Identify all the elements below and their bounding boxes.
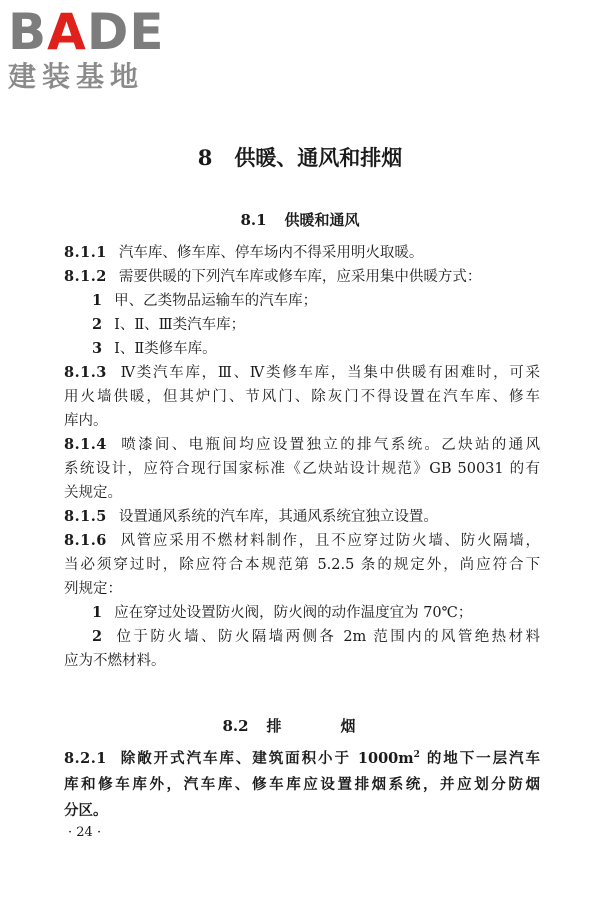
- section-title-8-1: [0, 209, 600, 230]
- section-name: 供暖和通风: [284, 211, 360, 229]
- logo-wordmark: BADE: [8, 3, 165, 61]
- logo-tagline: 建装基地: [8, 60, 145, 93]
- bade-logo: [8, 3, 178, 94]
- section-name: 排 烟: [266, 717, 378, 735]
- list-item: 1 甲、乙类物品运输车的汽车库；: [92, 292, 318, 309]
- section-8-2-body: [64, 746, 540, 824]
- section-number: 8.2: [222, 717, 249, 735]
- chapter-title: [0, 142, 600, 172]
- clause-8-1-6: 8.1.6 风管应采用不燃材料制作，且不应穿过防火墙、防火隔墙，: [64, 532, 540, 549]
- text-line: 列规定：: [64, 581, 122, 597]
- text-line: 库和修车库外，汽车库、修车库应设置排烟系统，并应划分防烟: [64, 776, 540, 793]
- clause-8-2-1: 8.2.1 除敞开式汽车库、建筑面积小于 $1000m^2$ 的地下一层汽车: [64, 750, 540, 767]
- text-line: 用火墙供暖，但其炉门、节风门、除灰门不得设置在汽车库、修车: [64, 389, 540, 405]
- clause-8-1-5: 8.1.5 设置通风系统的汽车库，其通风系统宜独立设置。: [64, 508, 438, 525]
- clause-8-1-1: 8.1.1 汽车库、修车库、停车场内不得采用明火取暖。: [64, 244, 424, 261]
- text-line: 当必须穿过时，除应符合本规范第 5.2.5 条的规定外，尚应符合下: [64, 557, 540, 573]
- list-item: 1 应在穿过处设置防火阀，防火阀的动作温度宜为 70℃；: [92, 604, 473, 621]
- page-number: · 24 ·: [68, 825, 102, 840]
- section-title-8-2: [0, 715, 600, 736]
- clause-8-1-4: 8.1.4 喷漆间、电瓶间均应设置独立的排气系统。乙炔站的通风: [64, 436, 540, 453]
- text-line: 关规定。: [64, 485, 122, 501]
- clause-8-1-2: 8.1.2 需要供暖的下列汽车库或修车库，应采用集中供暖方式：: [64, 268, 482, 285]
- list-item: 3 Ⅰ、Ⅱ类修车库。: [92, 340, 217, 357]
- text-line: 分区。: [64, 802, 108, 819]
- text-line: 系统设计，应符合现行国家标准《乙炔站设计规范》GB 50031 的有: [64, 461, 540, 477]
- chapter-name: 供暖、通风和排烟: [234, 145, 403, 170]
- clause-8-1-3: 8.1.3 Ⅳ类汽车库，Ⅲ、Ⅳ类修车库，当集中供暖有困难时，可采: [64, 364, 540, 381]
- list-item: 2 Ⅰ、Ⅱ、Ⅲ类汽车库；: [92, 316, 246, 333]
- section-number: 8.1: [240, 211, 267, 229]
- chapter-number: 8: [197, 145, 213, 170]
- text-line: 应为不燃材料。: [64, 653, 166, 669]
- section-8-1-body: [64, 241, 540, 673]
- list-item: 2 位于防火墙、防火隔墙两侧各 2m 范围内的风管绝热材料: [92, 628, 540, 645]
- text-line: 库内。: [64, 413, 108, 429]
